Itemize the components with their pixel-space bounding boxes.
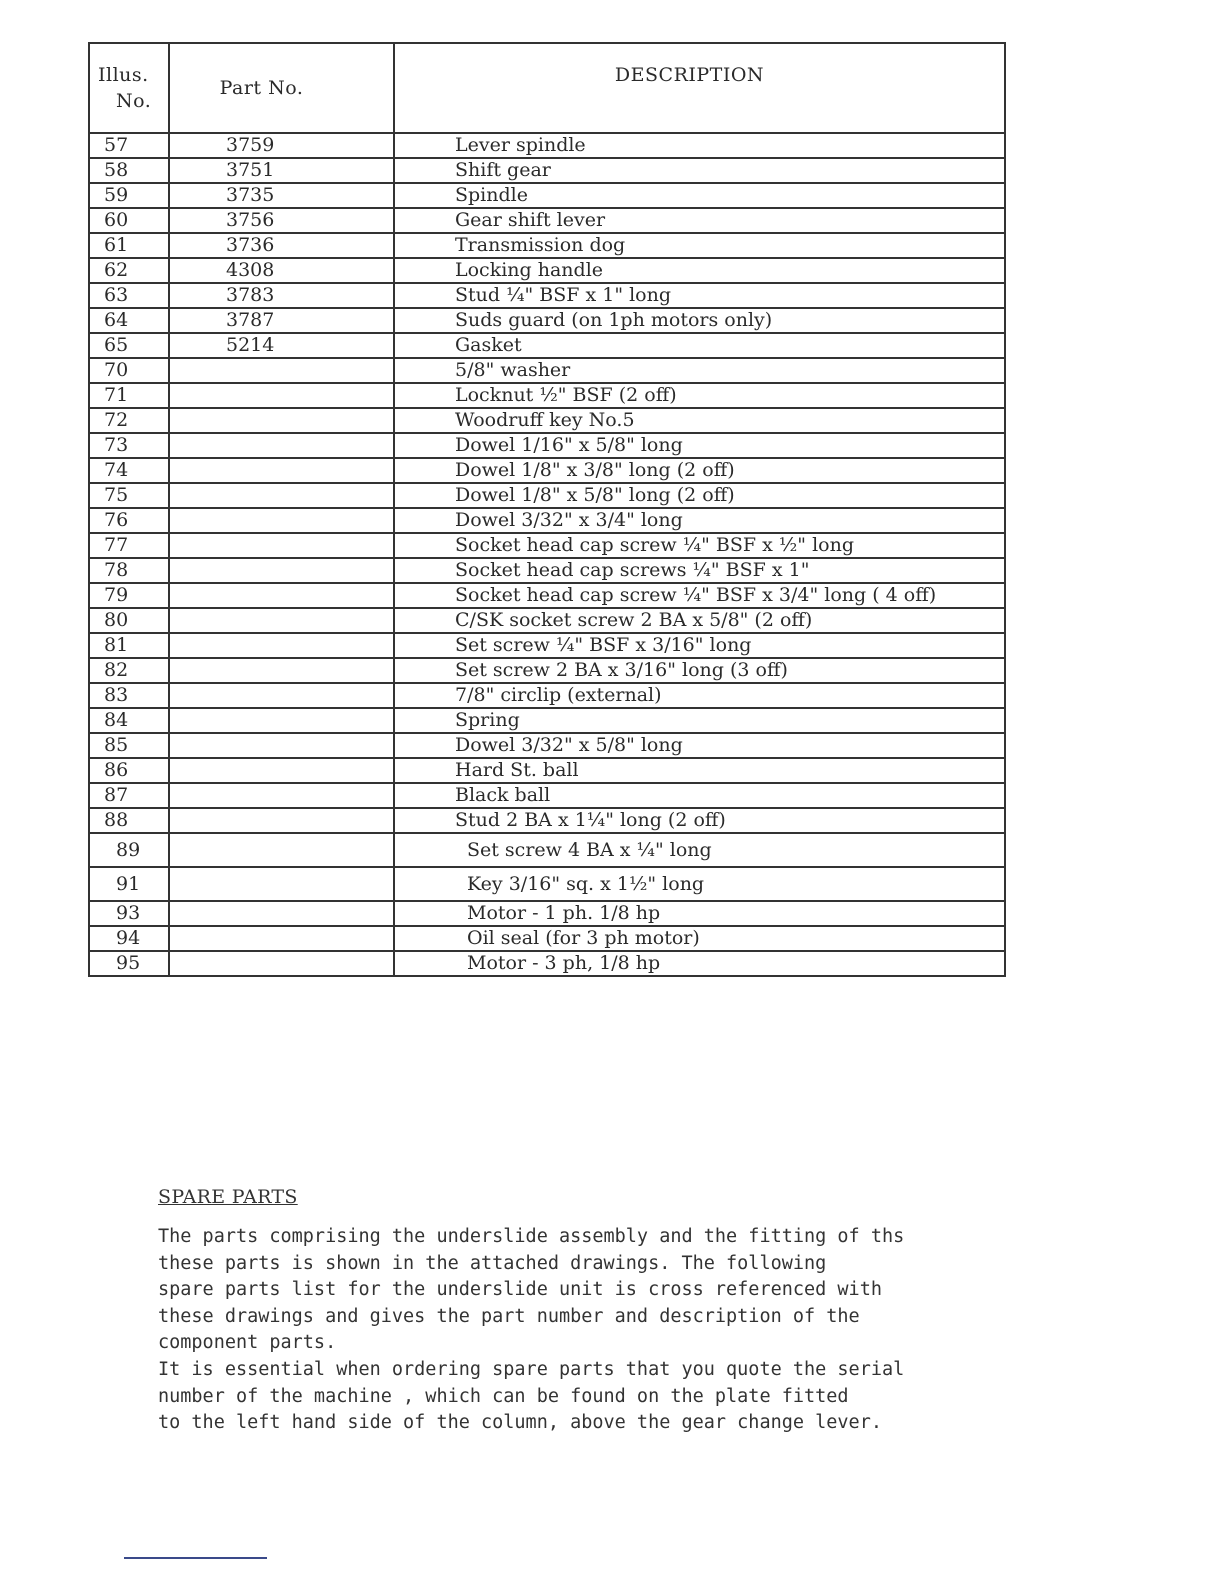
description-cell: Transmission dog — [394, 233, 1005, 258]
table-row — [89, 708, 1005, 733]
description-cell: Locking handle — [394, 258, 1005, 283]
description-cell: Stud 2 BA x 1¼" long (2 off) — [394, 808, 1005, 833]
description-cell: Shift gear — [394, 158, 1005, 183]
table-row — [89, 508, 1005, 533]
description-cell: Suds guard (on 1ph motors only) — [394, 308, 1005, 333]
part-no-cell — [169, 833, 394, 867]
header-part-no: Part No. — [169, 43, 394, 133]
table-row — [89, 758, 1005, 783]
part-no-cell — [169, 458, 394, 483]
table-row — [89, 458, 1005, 483]
footer-rule — [124, 1557, 267, 1559]
part-no-cell — [169, 951, 394, 976]
description-cell: Set screw 2 BA x 3/16" long (3 off) — [394, 658, 1005, 683]
part-no-cell — [169, 658, 394, 683]
illus-cell: 76 — [89, 508, 169, 533]
table-row — [89, 833, 1005, 867]
part-no-cell: 3735 — [169, 183, 394, 208]
illus-cell: 71 — [89, 383, 169, 408]
part-no-cell: 3783 — [169, 283, 394, 308]
part-no-cell — [169, 358, 394, 383]
table-row — [89, 133, 1005, 158]
description-cell: Set screw ¼" BSF x 3/16" long — [394, 633, 1005, 658]
illus-cell: 86 — [89, 758, 169, 783]
table-row — [89, 808, 1005, 833]
table-row — [89, 183, 1005, 208]
table-row — [89, 358, 1005, 383]
part-no-cell: 3787 — [169, 308, 394, 333]
description-cell: Motor - 1 ph. 1/8 hp — [394, 901, 1005, 926]
description-cell: Socket head cap screw ¼" BSF x 3/4" long ( 4 off) — [394, 583, 1005, 608]
illus-cell: 83 — [89, 683, 169, 708]
part-no-cell — [169, 708, 394, 733]
part-no-cell — [169, 483, 394, 508]
part-no-cell: 3736 — [169, 233, 394, 258]
spare-parts-paragraph-1: The parts comprising the underslide assembly and the fitting of ths these parts is shown in the attached drawings. The following spare parts list for the underslide unit is cross referenced with these drawings and gives the part number and description of the component parts. — [158, 1226, 905, 1354]
spare-parts-paragraph-2: It is essential when ordering spare parts that you quote the serial number of the machine , which can be found on the plate fitted to the left hand side of the column, above the gear change lever. — [158, 1358, 905, 1434]
part-no-cell — [169, 867, 394, 901]
table-row — [89, 158, 1005, 183]
part-no-cell — [169, 383, 394, 408]
illus-cell: 61 — [89, 233, 169, 258]
description-cell: Socket head cap screw ¼" BSF x ½" long — [394, 533, 1005, 558]
part-no-cell — [169, 558, 394, 583]
part-no-cell — [169, 633, 394, 658]
illus-cell: 94 — [89, 926, 169, 951]
table-row — [89, 783, 1005, 808]
illus-cell: 58 — [89, 158, 169, 183]
illus-cell: 87 — [89, 783, 169, 808]
part-no-cell — [169, 808, 394, 833]
illus-cell: 84 — [89, 708, 169, 733]
table-row — [89, 408, 1005, 433]
table-row — [89, 633, 1005, 658]
part-no-cell — [169, 683, 394, 708]
description-cell: Dowel 1/8" x 3/8" long (2 off) — [394, 458, 1005, 483]
illus-cell: 62 — [89, 258, 169, 283]
description-cell: Dowel 3/32" x 3/4" long — [394, 508, 1005, 533]
table-row — [89, 951, 1005, 976]
illus-cell: 88 — [89, 808, 169, 833]
part-no-cell — [169, 733, 394, 758]
parts-table — [88, 42, 1006, 977]
table-row — [89, 258, 1005, 283]
description-cell: C/SK socket screw 2 BA x 5/8" (2 off) — [394, 608, 1005, 633]
part-no-cell: 5214 — [169, 333, 394, 358]
part-no-cell: 4308 — [169, 258, 394, 283]
table-row — [89, 558, 1005, 583]
illus-cell: 57 — [89, 133, 169, 158]
illus-cell: 80 — [89, 608, 169, 633]
description-cell: Dowel 3/32" x 5/8" long — [394, 733, 1005, 758]
part-no-cell — [169, 783, 394, 808]
table-header-row — [89, 43, 1005, 133]
illus-cell: 95 — [89, 951, 169, 976]
spare-parts-section — [158, 1186, 958, 1437]
illus-cell: 81 — [89, 633, 169, 658]
description-cell: Black ball — [394, 783, 1005, 808]
description-cell: Lever spindle — [394, 133, 1005, 158]
part-no-cell — [169, 533, 394, 558]
part-no-cell: 3756 — [169, 208, 394, 233]
description-cell: Dowel 1/8" x 5/8" long (2 off) — [394, 483, 1005, 508]
table-row — [89, 333, 1005, 358]
illus-cell: 77 — [89, 533, 169, 558]
table-row — [89, 867, 1005, 901]
description-cell: 7/8" circlip (external) — [394, 683, 1005, 708]
table-row — [89, 926, 1005, 951]
illus-cell: 59 — [89, 183, 169, 208]
illus-cell: 93 — [89, 901, 169, 926]
table-body — [89, 133, 1005, 976]
part-no-cell — [169, 901, 394, 926]
description-cell: Spring — [394, 708, 1005, 733]
table-row — [89, 433, 1005, 458]
illus-cell: 78 — [89, 558, 169, 583]
description-cell: 5/8" washer — [394, 358, 1005, 383]
description-cell: Set screw 4 BA x ¼" long — [394, 833, 1005, 867]
table-row — [89, 733, 1005, 758]
part-no-cell — [169, 433, 394, 458]
table-row — [89, 533, 1005, 558]
description-cell: Locknut ½" BSF (2 off) — [394, 383, 1005, 408]
illus-cell: 79 — [89, 583, 169, 608]
illus-cell: 91 — [89, 867, 169, 901]
header-description: DESCRIPTION — [394, 43, 1005, 133]
table-row — [89, 658, 1005, 683]
illus-cell: 75 — [89, 483, 169, 508]
illus-cell: 74 — [89, 458, 169, 483]
illus-cell: 82 — [89, 658, 169, 683]
description-cell: Hard St. ball — [394, 758, 1005, 783]
spare-parts-heading: SPARE PARTS — [158, 1186, 298, 1208]
description-cell: Socket head cap screws ¼" BSF x 1" — [394, 558, 1005, 583]
description-cell: Gasket — [394, 333, 1005, 358]
table-row — [89, 233, 1005, 258]
illus-cell: 63 — [89, 283, 169, 308]
illus-cell: 70 — [89, 358, 169, 383]
illus-cell: 60 — [89, 208, 169, 233]
table-row — [89, 901, 1005, 926]
illus-cell: 85 — [89, 733, 169, 758]
part-no-cell — [169, 583, 394, 608]
part-no-cell — [169, 508, 394, 533]
table-row — [89, 608, 1005, 633]
description-cell: Motor - 3 ph, 1/8 hp — [394, 951, 1005, 976]
description-cell: Gear shift lever — [394, 208, 1005, 233]
part-no-cell — [169, 608, 394, 633]
description-cell: Stud ¼" BSF x 1" long — [394, 283, 1005, 308]
part-no-cell: 3759 — [169, 133, 394, 158]
part-no-cell — [169, 408, 394, 433]
table-row — [89, 683, 1005, 708]
part-no-cell: 3751 — [169, 158, 394, 183]
illus-cell: 64 — [89, 308, 169, 333]
table-row — [89, 583, 1005, 608]
table-row — [89, 308, 1005, 333]
illus-cell: 65 — [89, 333, 169, 358]
table-row — [89, 283, 1005, 308]
illus-cell: 72 — [89, 408, 169, 433]
illus-cell: 89 — [89, 833, 169, 867]
header-illus-no: Illus. No. — [89, 43, 169, 133]
part-no-cell — [169, 758, 394, 783]
description-cell: Dowel 1/16" x 5/8" long — [394, 433, 1005, 458]
description-cell: Key 3/16" sq. x 1½" long — [394, 867, 1005, 901]
part-no-cell — [169, 926, 394, 951]
table-row — [89, 208, 1005, 233]
illus-cell: 73 — [89, 433, 169, 458]
table-row — [89, 383, 1005, 408]
description-cell: Oil seal (for 3 ph motor) — [394, 926, 1005, 951]
table-row — [89, 483, 1005, 508]
description-cell: Spindle — [394, 183, 1005, 208]
description-cell: Woodruff key No.5 — [394, 408, 1005, 433]
